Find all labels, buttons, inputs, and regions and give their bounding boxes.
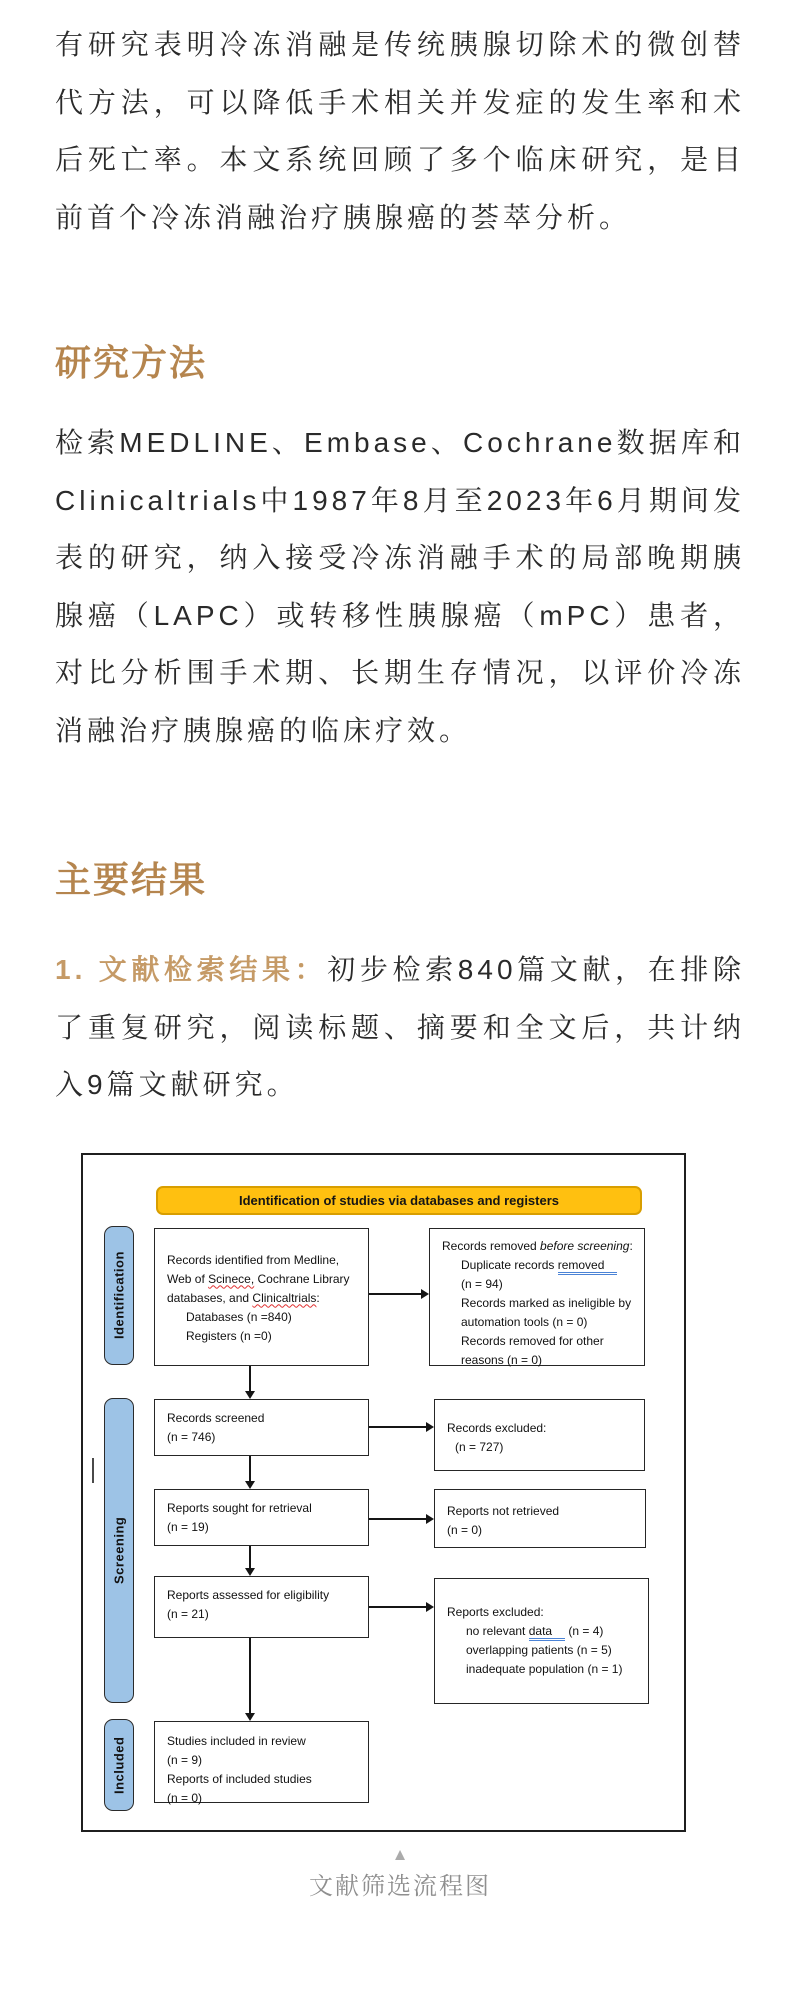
section-heading-results: 主要结果 bbox=[55, 860, 208, 900]
box-records-excluded: Records excluded: (n = 727) bbox=[434, 1399, 645, 1471]
arrowhead-right-icon bbox=[426, 1514, 434, 1524]
arrowhead-right-icon bbox=[421, 1289, 429, 1299]
arrow-assessed-to-excluded2 bbox=[369, 1606, 426, 1608]
box-reports-sought: Reports sought for retrieval (n = 19) bbox=[154, 1489, 369, 1546]
box-records-identified: Records identified from Medline, Web of Scinece, Cochrane Library databases, and Clinicaltrials: Databases (n =840) Registers (n =0) bbox=[154, 1228, 369, 1366]
arrowhead-down-icon bbox=[245, 1713, 255, 1721]
box-records-screened: Records screened (n = 746) bbox=[154, 1399, 369, 1456]
diagram-banner: Identification of studies via databases and registers bbox=[156, 1186, 642, 1215]
box-reports-not-retrieved: Reports not retrieved (n = 0) bbox=[434, 1489, 646, 1548]
triangle-icon: ▲ bbox=[391, 1844, 409, 1864]
arrowhead-right-icon bbox=[426, 1422, 434, 1432]
result1-text: 初步检索840篇文献，在排除了重复研究，阅读标题、摘要和全文后，共计纳入9篇文献研究。 bbox=[55, 954, 745, 1100]
box-records-removed: Records removed before screening: Duplicate records removed (n = 94) Records marked as ineligible by automation tools (n = 0) Records removed for other reasons (n = 0) bbox=[429, 1228, 645, 1366]
prisma-figure bbox=[55, 1153, 745, 1902]
result1-paragraph bbox=[55, 941, 745, 1114]
box-reports-excluded2: Reports excluded: no relevant data (n = 4) overlapping patients (n = 5) inadequate population (n = 1) bbox=[434, 1578, 649, 1704]
side-label-screening: Screening bbox=[104, 1398, 134, 1703]
article-body bbox=[0, 16, 800, 1902]
box-studies-included: Studies included in review (n = 9) Reports of included studies (n = 0) bbox=[154, 1721, 369, 1803]
arrow-identified-to-removed bbox=[369, 1293, 421, 1295]
methods-paragraph: 检索MEDLINE、Embase、Cochrane数据库和Clinicaltrials中1987年8月至2023年6月期间发表的研究，纳入接受冷冻消融手术的局部晚期胰腺癌（LAPC）或转移性胰腺癌（mPC）患者，对比分析围手术期、长期生存情况，以评价冷冻消融治疗胰腺癌的临床疗效。 bbox=[55, 427, 745, 746]
arrow-sought-to-not-retrieved bbox=[369, 1518, 426, 1520]
box-reports-assessed: Reports assessed for eligibility (n = 21) bbox=[154, 1576, 369, 1638]
intro-paragraph: 有研究表明冷冻消融是传统胰腺切除术的微创替代方法，可以降低手术相关并发症的发生率和术后死亡率。本文系统回顾了多个临床研究，是目前首个冷冻消融治疗胰腺癌的荟萃分析。 bbox=[55, 29, 745, 233]
arrow-sought-to-assessed bbox=[249, 1546, 251, 1568]
typo-clinicaltrials: Clinicaltrials bbox=[252, 1290, 317, 1305]
typo-scinece: Scinece, bbox=[208, 1271, 255, 1286]
result1-label: 1. 文献检索结果： bbox=[55, 954, 328, 985]
section-heading-methods: 研究方法 bbox=[55, 343, 208, 383]
flow-diagram-image[interactable] bbox=[81, 1153, 686, 1832]
arrowhead-down-icon bbox=[245, 1568, 255, 1576]
side-label-identification: Identification bbox=[104, 1226, 134, 1365]
figure-caption: 文献筛选流程图 bbox=[309, 1872, 491, 1900]
underlined-removed: removed bbox=[558, 1258, 618, 1275]
arrow-assessed-to-included bbox=[249, 1638, 251, 1713]
arrowhead-down-icon bbox=[245, 1391, 255, 1399]
arrow-screened-to-excluded bbox=[369, 1426, 426, 1428]
underlined-data: data bbox=[529, 1624, 565, 1641]
stray-cursor-mark bbox=[92, 1458, 94, 1483]
arrow-identified-to-screened bbox=[249, 1366, 251, 1391]
arrow-screened-to-sought bbox=[249, 1456, 251, 1481]
arrowhead-down-icon bbox=[245, 1481, 255, 1489]
side-label-included: Included bbox=[104, 1719, 134, 1811]
arrowhead-right-icon bbox=[426, 1602, 434, 1612]
